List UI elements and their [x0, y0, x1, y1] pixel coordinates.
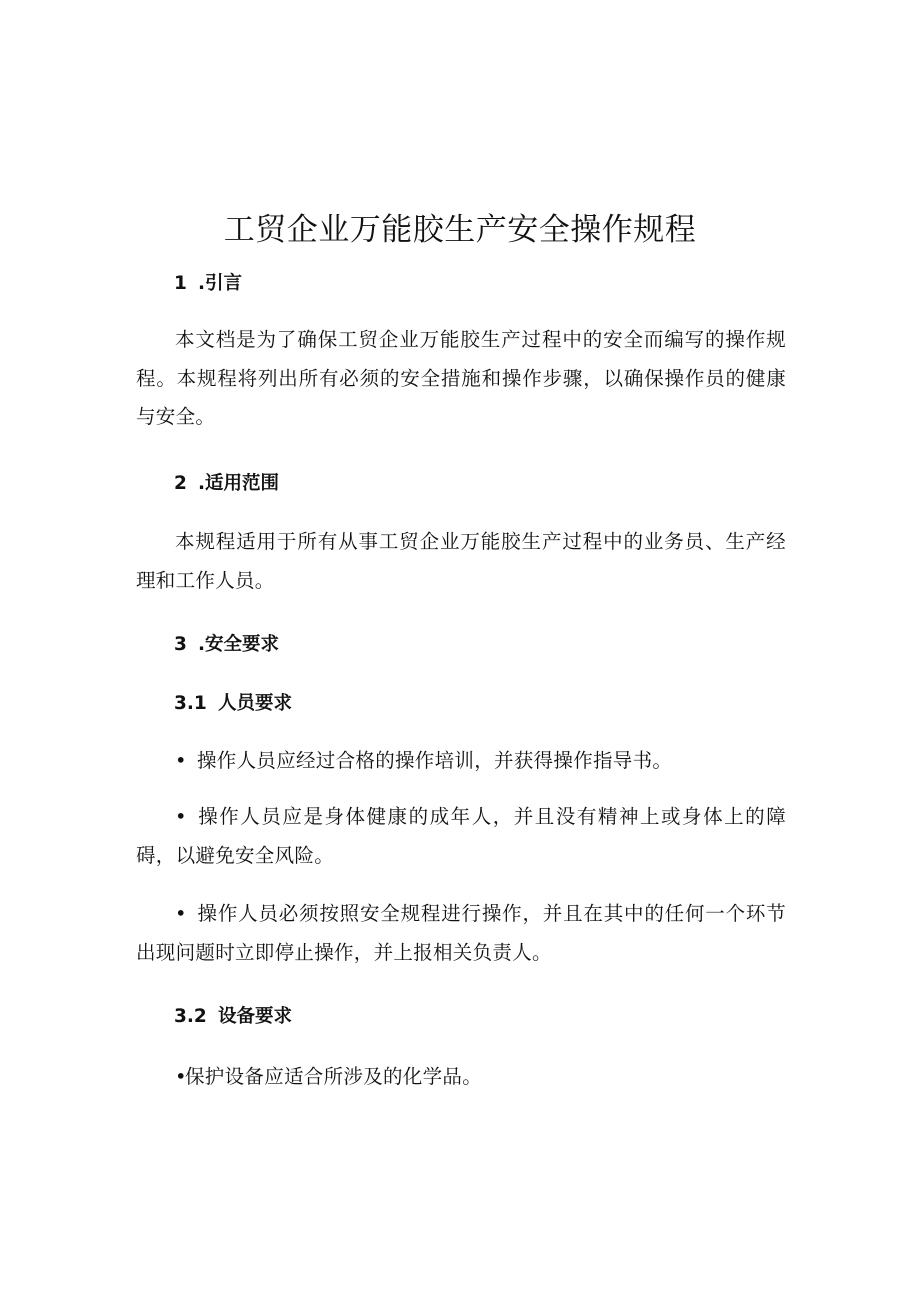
section-title: .引言	[198, 273, 243, 294]
section-number: 2	[174, 473, 187, 494]
section-number: 3	[174, 634, 187, 655]
list-item	[136, 895, 786, 972]
list-item-text: 保护设备应适合所涉及的化学品。	[185, 1065, 483, 1088]
section-paragraph-introduction: 本文档是为了确保工贸企业万能胶生产过程中的安全而编写的操作规程。本规程将列出所有必须的安全措施和操作步骤，以确保操作员的健康与安全。	[136, 328, 786, 428]
section-number: 1	[174, 273, 187, 294]
section-title: .适用范围	[198, 473, 280, 494]
section-heading-scope	[174, 471, 279, 497]
list-item	[136, 1058, 786, 1097]
subsection-number: 3.1	[174, 693, 207, 714]
list-item-text: 操作人员必须按照安全规程进行操作，并且在其中的任何一个环节出现问题时立即停止操作，并上报相关负责人。	[136, 902, 786, 964]
document-title: 工贸企业万能胶生产安全操作规程	[223, 212, 697, 248]
list-item	[136, 742, 786, 781]
section-paragraph-scope: 本规程适用于所有从事工贸企业万能胶生产过程中的业务员、生产经理和工作人员。	[136, 530, 786, 592]
subsection-title: 设备要求	[218, 1006, 293, 1027]
list-item-text: 操作人员应经过合格的操作培训，并获得操作指导书。	[197, 749, 673, 772]
section-title: .安全要求	[198, 634, 280, 655]
section-heading-safety-requirements	[174, 632, 279, 658]
subsection-heading-equipment	[174, 1004, 292, 1030]
bullet-marker: •	[175, 805, 187, 828]
subsection-number: 3.2	[174, 1006, 207, 1027]
list-item	[136, 798, 786, 875]
list-item-text: 操作人员应是身体健康的成年人，并且没有精神上或身体上的障碍，以避免安全风险。	[136, 805, 786, 867]
bullet-marker: •	[175, 902, 187, 925]
bullet-marker: •	[175, 1065, 187, 1088]
subsection-heading-personnel	[174, 691, 292, 717]
subsection-title: 人员要求	[218, 693, 293, 714]
bullet-marker: •	[175, 749, 187, 772]
section-heading-introduction	[174, 271, 242, 297]
